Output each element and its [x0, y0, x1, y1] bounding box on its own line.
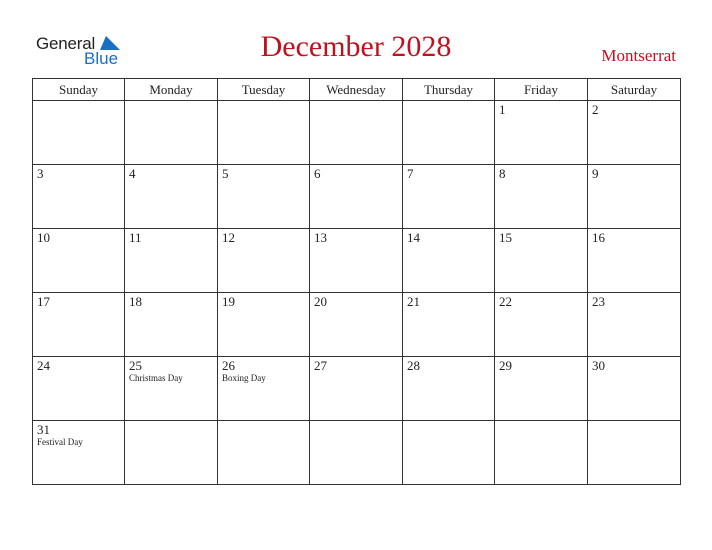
day-cell — [403, 293, 495, 357]
day-number: 14 — [407, 230, 420, 245]
day-cell — [33, 229, 125, 293]
day-cell — [495, 229, 588, 293]
day-cell — [495, 101, 588, 165]
day-number: 5 — [222, 166, 229, 181]
day-number: 24 — [37, 358, 50, 373]
weekday-header: Sunday — [33, 79, 125, 101]
logo-word-general: General — [36, 34, 96, 53]
day-cell — [495, 421, 588, 485]
day-cell — [33, 101, 125, 165]
day-cell — [403, 229, 495, 293]
day-number: 15 — [499, 230, 512, 245]
day-cell — [218, 421, 310, 485]
day-number: 27 — [314, 358, 327, 373]
day-cell — [125, 293, 218, 357]
week-row — [33, 357, 681, 421]
day-number: 12 — [222, 230, 235, 245]
page-title: December 2028 — [260, 30, 452, 63]
day-number: 19 — [222, 294, 235, 309]
day-number: 25 — [129, 358, 142, 373]
day-number: 3 — [37, 166, 44, 181]
day-cell — [310, 229, 403, 293]
day-cell — [588, 357, 681, 421]
logo-word-blue: Blue — [84, 49, 119, 68]
day-cell — [588, 229, 681, 293]
day-cell — [495, 357, 588, 421]
week-row — [33, 421, 681, 485]
day-cell — [218, 357, 310, 421]
day-cell — [403, 357, 495, 421]
day-cell — [125, 357, 218, 421]
weekday-header-row — [33, 79, 681, 101]
day-cell — [403, 101, 495, 165]
day-number: 2 — [592, 102, 599, 117]
day-number — [495, 421, 587, 423]
day-cell — [310, 421, 403, 485]
day-number: 30 — [592, 358, 605, 373]
week-row — [33, 229, 681, 293]
day-number: 4 — [129, 166, 136, 181]
day-number: 23 — [592, 294, 605, 309]
weekday-header: Tuesday — [218, 79, 310, 101]
calendar-grid — [32, 78, 681, 485]
day-number — [588, 421, 680, 423]
day-number: 18 — [129, 294, 142, 309]
day-number — [218, 421, 309, 423]
day-number: 28 — [407, 358, 420, 373]
day-number: 22 — [499, 294, 512, 309]
day-number: 26 — [222, 358, 235, 373]
day-number — [310, 101, 402, 103]
week-row — [33, 165, 681, 229]
day-cell — [495, 165, 588, 229]
day-number: 31 — [37, 422, 50, 437]
day-cell — [588, 101, 681, 165]
day-cell — [218, 293, 310, 357]
day-cell — [218, 101, 310, 165]
day-cell — [588, 421, 681, 485]
day-cell — [495, 293, 588, 357]
day-cell — [33, 293, 125, 357]
holiday-label: Festival Day — [37, 437, 83, 447]
day-number: 8 — [499, 166, 506, 181]
day-number — [125, 421, 217, 423]
day-number: 1 — [499, 102, 506, 117]
day-number: 7 — [407, 166, 414, 181]
day-number: 16 — [592, 230, 605, 245]
week-row — [33, 293, 681, 357]
weekday-header: Wednesday — [310, 79, 403, 101]
day-number — [403, 421, 494, 423]
day-cell — [218, 229, 310, 293]
day-number: 10 — [37, 230, 50, 245]
day-number: 17 — [37, 294, 50, 309]
weekday-header: Monday — [125, 79, 218, 101]
day-cell — [33, 357, 125, 421]
week-row — [33, 101, 681, 165]
day-cell — [310, 165, 403, 229]
day-cell — [588, 293, 681, 357]
day-number — [218, 101, 309, 103]
day-cell — [403, 165, 495, 229]
holiday-label: Christmas Day — [129, 373, 183, 383]
day-number — [403, 101, 494, 103]
day-cell — [125, 101, 218, 165]
day-cell — [125, 421, 218, 485]
day-number: 11 — [129, 230, 142, 245]
day-number: 29 — [499, 358, 512, 373]
weekday-header: Friday — [495, 79, 588, 101]
country-label: Montserrat — [601, 46, 676, 65]
day-cell — [125, 165, 218, 229]
holiday-label: Boxing Day — [222, 373, 266, 383]
weekday-header: Thursday — [403, 79, 495, 101]
day-cell — [310, 293, 403, 357]
day-number — [33, 101, 124, 103]
day-cell — [33, 165, 125, 229]
weekday-header: Saturday — [588, 79, 681, 101]
day-cell — [218, 165, 310, 229]
day-number: 20 — [314, 294, 327, 309]
day-cell — [33, 421, 125, 485]
day-cell — [310, 357, 403, 421]
day-cell — [403, 421, 495, 485]
day-number: 21 — [407, 294, 420, 309]
day-number: 9 — [592, 166, 599, 181]
day-number — [125, 101, 217, 103]
day-cell — [310, 101, 403, 165]
day-cell — [125, 229, 218, 293]
day-cell — [588, 165, 681, 229]
day-number — [310, 421, 402, 423]
day-number: 6 — [314, 166, 321, 181]
day-number: 13 — [314, 230, 327, 245]
